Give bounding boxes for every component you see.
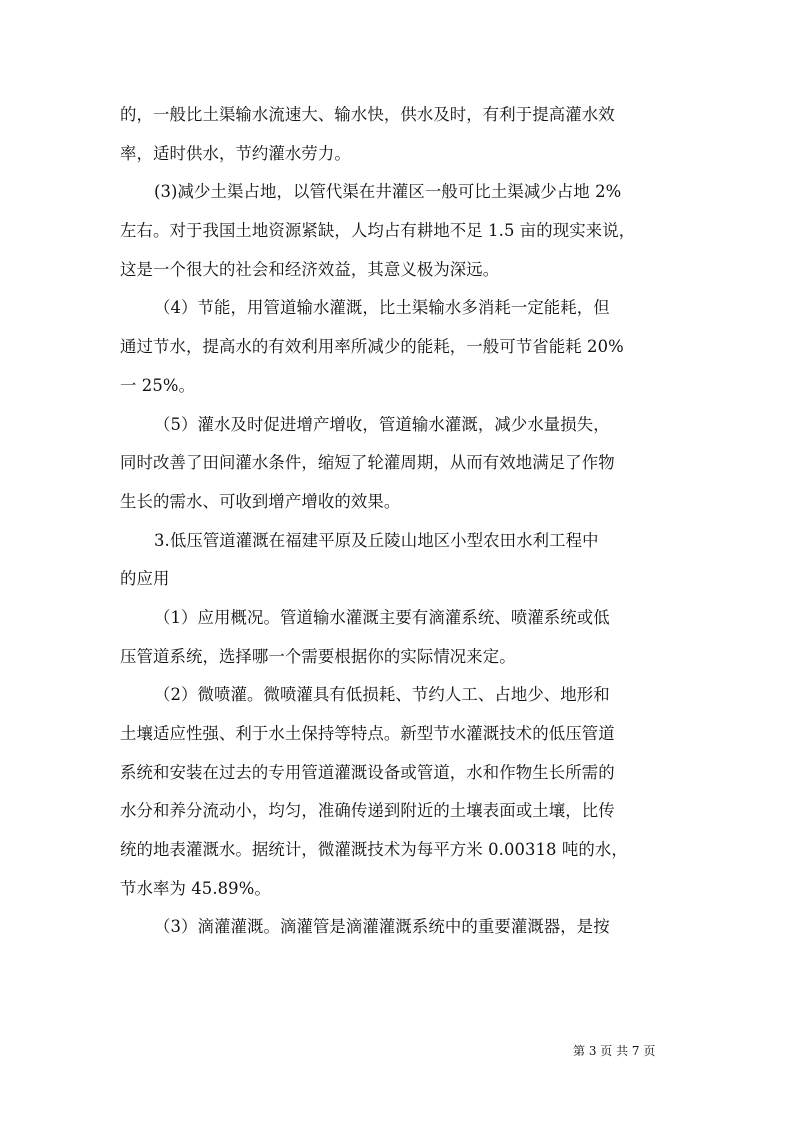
text-line: 土壤适应性强、利于水土保持等特点。新型节水灌溉技术的低压管道	[120, 724, 615, 743]
text-line: 压管道系统，选择哪一个需要根据你的实际情况来定。	[120, 646, 516, 666]
paragraph-3-start: (3)减少土渠占地，以管代渠在井灌区一般可比土渠减少占地 2%	[154, 182, 622, 202]
text-line: 一 25%。	[120, 375, 196, 395]
text-line: 这是一个很大的社会和经济效益，其意义极为深远。	[120, 259, 500, 279]
text-line: 水分和养分流动小，均匀，准确传递到附近的土壤表面或土壤，比传	[120, 801, 615, 821]
text-line: 统的地表灌溉水。据统计，微灌溉技术为每平方米 0.00318 吨的水，	[120, 840, 628, 860]
text-line: 率，适时供水，节约灌水劳力。	[120, 143, 351, 163]
text-line: 节水率为 45.89%。	[120, 878, 271, 898]
text-line: 的，一般比土渠输水流速大、输水快，供水及时，有利于提高灌水效	[120, 105, 615, 124]
text-line: 左右。对于我国土地资源紧缺，人均占有耕地不足 1.5 亩的现实来说，	[120, 221, 636, 241]
subsection-3-start: （3）滴灌灌溉。滴灌管是滴灌灌溉系统中的重要灌溉器，是按	[154, 917, 610, 937]
subsection-2-start: （2）微喷灌。微喷灌具有低损耗、节约人工、占地少、地形和	[154, 685, 610, 705]
document-body	[120, 96, 685, 947]
text-line: 的应用	[120, 569, 170, 589]
paragraph-4-start: （4）节能，用管道输水灌溉，比土渠输水多消耗一定能耗，但	[154, 298, 610, 318]
section-heading-3: 3.低压管道灌溉在福建平原及丘陵山地区小型农田水利工程中	[154, 530, 599, 550]
paragraph-5-start: （5）灌水及时促进增产增收，管道输水灌溉，减少水量损失，	[154, 414, 610, 434]
text-line: 系统和安装在过去的专用管道灌溉设备或管道，水和作物生长所需的	[120, 762, 615, 782]
text-line: 生长的需水、可收到增产增收的效果。	[120, 491, 401, 511]
text-line: 通过节水，提高水的有效利用率所减少的能耗，一般可节省能耗 20%	[120, 337, 624, 357]
page-number-footer: 第 3 页 共 7 页	[573, 1044, 656, 1058]
text-line: 同时改善了田间灌水条件，缩短了轮灌周期，从而有效地满足了作物	[120, 453, 615, 473]
subsection-1-start: （1）应用概况。管道输水灌溉主要有滴灌系统、喷灌系统或低	[154, 607, 610, 627]
